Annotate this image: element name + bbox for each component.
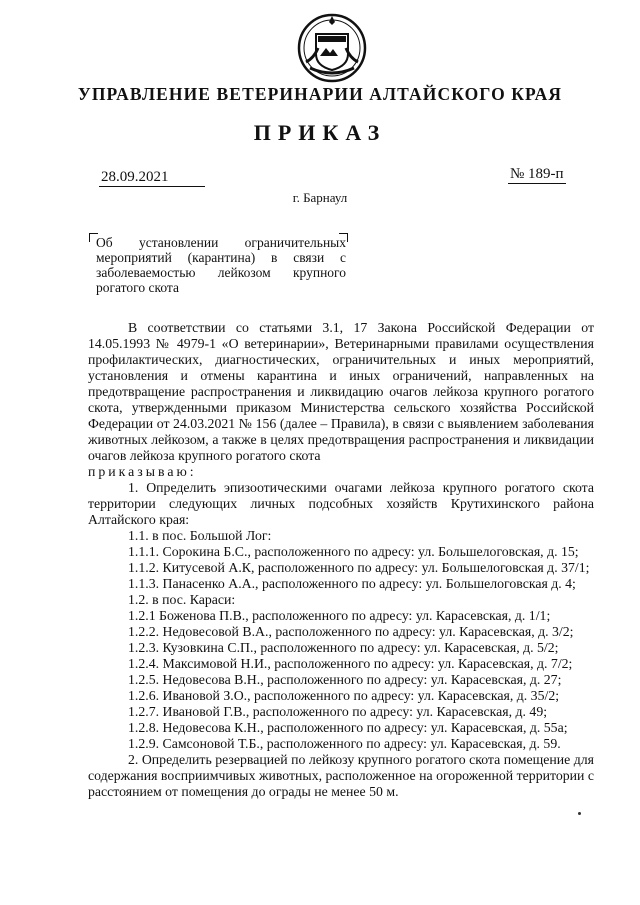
organization-title: УПРАВЛЕНИЕ ВЕТЕРИНАРИИ АЛТАЙСКОГО КРАЯ [77, 84, 563, 104]
item-1-1-2: 1.1.2. Китусевой А.К, расположенного по адресу: ул. Большелоговская д. 37/1; [128, 560, 590, 575]
item-1-2-2: 1.2.2. Недовесовой В.А., расположенного по адресу: ул. Карасевская, д. 3/2; [128, 624, 574, 639]
document-type: ПРИКАЗ [253, 120, 387, 145]
document-date: 28.09.2021 [99, 169, 205, 187]
item-1-2-8: 1.2.8. Недовесова К.Н., расположенного по адресу: ул. Карасевская, д. 55а; [128, 720, 568, 735]
item-1-1: 1.1. в пос. Большой Лог: [128, 528, 272, 543]
item-1-1-1: 1.1.1. Сорокина Б.С., расположенного по адресу: ул. Большелоговская, д. 15; [128, 544, 579, 559]
item-1-2-3: 1.2.3. Кузовкина С.П., расположенного по адресу: ул. Карасевская, д. 5/2; [128, 640, 559, 655]
item-1-2-1: 1.2.1 Боженова П.В., расположенного по адресу: ул. Карасевская, д. 1/1; [128, 608, 551, 623]
order-word: приказываю: [88, 464, 197, 479]
document-number: № 189-п [510, 166, 564, 182]
item-1: 1. Определить эпизоотическими очагами лейкоза крупного рогатого скота территории следующих личных подсобных хозяйств Крутихинского района Алтайского края: [88, 480, 594, 527]
document-body [88, 320, 594, 800]
item-1-2-4: 1.2.4. Максимовой Н.И., расположенного по адресу: ул. Карасевская, д. 7/2; [128, 656, 573, 671]
scan-speck [578, 812, 581, 815]
item-1-2-5: 1.2.5. Недовесова В.Н., расположенного по адресу: ул. Карасевская, д. 27; [128, 672, 562, 687]
item-1-1-3: 1.1.3. Панасенко А.А., расположенного по адресу: ул. Большелоговская д. 4; [128, 576, 576, 591]
preamble: В соответствии со статьями 3.1, 17 Закона Российской Федерации от 14.05.1993 № 4979-1 «О ветеринарии», Ветеринарными правилами осуществления профилактических, диагностических, ограничительных и иных мероприятий, установления и отмены карантина и иных ограничений, направленных на предотвращение распространения и ликвидацию очагов лейкоза крупного рогатого скота, утвержденными приказом Министерства сельского хозяйства Российской Федерации от 24.03.2021 № 156 (далее – Правила), в связи с выявлением заболевания животных лейкозом, а также в целях предотвращения распространения и ликвидации очагов лейкоза крупного рогатого скота [88, 320, 594, 463]
coat-of-arms-icon [296, 12, 368, 84]
item-1-2-9: 1.2.9. Самсоновой Т.Б., расположенного по адресу: ул. Карасевская, д. 59. [128, 736, 561, 751]
document-city: г. Барнаул [292, 190, 348, 205]
item-1-2-7: 1.2.7. Ивановой Г.В., расположенного по адресу: ул. Карасевская, д. 49; [128, 704, 548, 719]
item-2: 2. Определить резервацией по лейкозу крупного рогатого скота помещение для содержания восприимчивых животных, расположенное на огороженной территории с расстоянием от помещения до ограды не менее 50 м. [88, 752, 594, 799]
item-1-2-6: 1.2.6. Ивановой З.О., расположенного по адресу: ул. Карасевская, д. 35/2; [128, 688, 560, 703]
document-subject: Об установлении ограничительных мероприятий (карантина) в связи с заболеваемостью лейкозом крупного рогатого скота [96, 235, 346, 295]
item-1-2: 1.2. в пос. Караси: [128, 592, 236, 607]
